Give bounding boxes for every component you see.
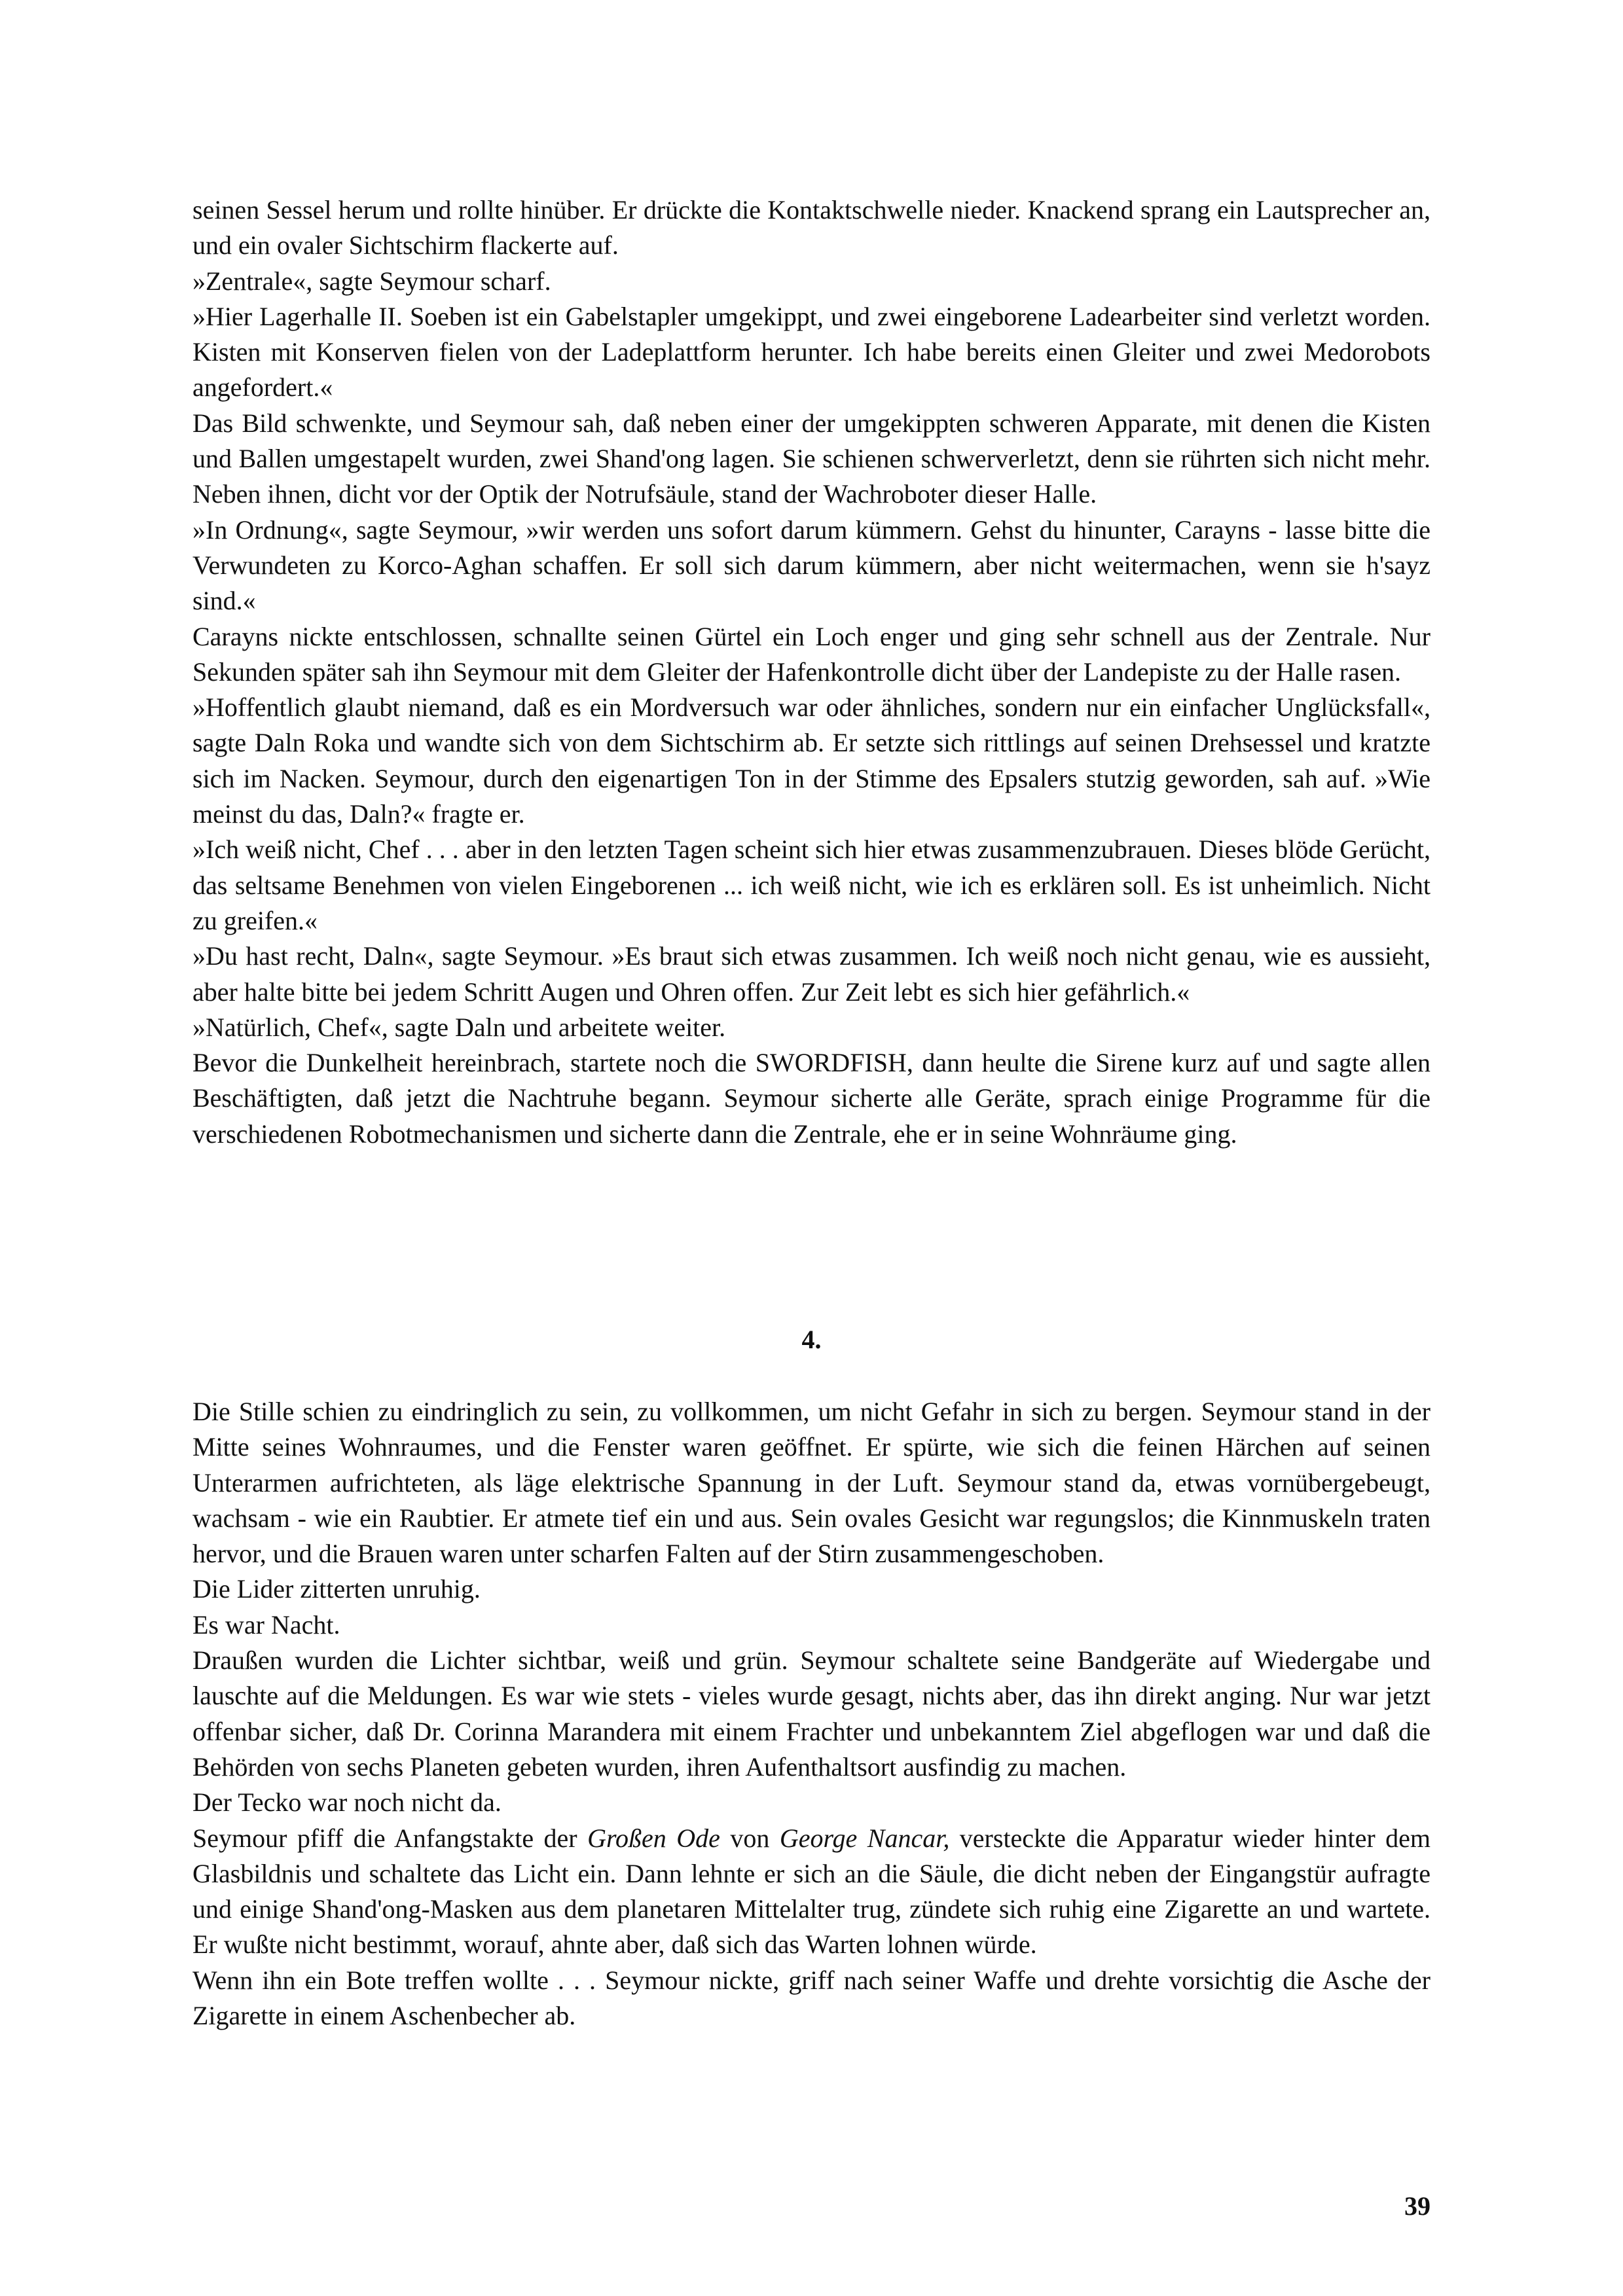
paragraph: Bevor die Dunkelheit hereinbrach, startete noch die SWORDFISH, dann heulte die Sirene kurz auf und sagte allen Beschäftigten, daß jetzt die Nachtruhe begann. Seymour sicherte alle Geräte, sprach einige Programme für die verschiedenen Robotmechanismen und sicherte dann die Zentrale, ehe er in seine Wohnräume ging.: [192, 1048, 1431, 1149]
ode-title: Großen Ode: [587, 1823, 720, 1853]
paragraph: »Hoffentlich glaubt niemand, daß es ein Mordversuch war oder ähnliches, sondern nur ein einfacher Unglücksfall«, sagte Daln Roka und wandte sich von dem Sichtschirm ab. Er setzte sich rittlings auf seinen Drehsessel und kratzte sich im Nacken. Seymour, durch den eigenartigen Ton in der Stimme des Epsalers stutzig geworden, sah auf. »Wie meinst du das, Daln?« fragte er.: [192, 692, 1431, 829]
ode-mid-text: von: [720, 1823, 780, 1853]
text-block-before-chapter: [192, 192, 1431, 1152]
paragraph: »Du hast recht, Daln«, sagte Seymour. »Es braut sich etwas zusammen. Ich weiß noch nicht genau, wie es aussieht, aber halte bitte bei jedem Schritt Augen und Ohren offen. Zur Zeit lebt es sich hier gefährlich.«: [192, 941, 1431, 1007]
text-block-chapter-4: [192, 1394, 1431, 2034]
paragraph: Wenn ihn ein Bote treffen wollte . . . Seymour nickte, griff nach seiner Waffe und drehte vorsichtig die Asche der Zigarette in einem Aschenbecher ab.: [192, 1965, 1431, 2031]
paragraph: Carayns nickte entschlossen, schnallte seinen Gürtel ein Loch enger und ging sehr schnell aus der Zentrale. Nur Sekunden später sah ihn Seymour mit dem Gleiter der Hafenkontrolle dicht über der Landepiste zu der Halle rasen.: [192, 621, 1431, 687]
paragraph: Draußen wurden die Lichter sichtbar, weiß und grün. Seymour schaltete seine Bandgeräte auf Wiedergabe und lauschte auf die Meldungen. Es war wie stets - vieles wurde gesagt, nichts aber, das ihn direkt anging. Nur war jetzt offenbar sicher, daß Dr. Corinna Marandera mit einem Frachter und unbekanntem Ziel abgeflogen war und daß die Behörden von sechs Planeten gebeten wurden, ihren Aufenthaltsort ausfindig zu machen.: [192, 1645, 1431, 1782]
ode-lead-text: Seymour pfiff die Anfangstakte der: [192, 1823, 588, 1853]
paragraph: Das Bild schwenkte, und Seymour sah, daß neben einer der umgekippten schweren Apparate, mit denen die Kisten und Ballen umgestapelt wurden, zwei Shand'ong lagen. Sie schienen schwerverletzt, denn sie rührten sich nicht mehr. Neben ihnen, dicht vor der Optik der Notrufsäule, stand der Wachroboter dieser Halle.: [192, 408, 1431, 509]
paragraph: »Hier Lagerhalle II. Soeben ist ein Gabelstapler umgekippt, und zwei eingeborene Ladearbeiter sind verletzt worden. Kisten mit Konserven fielen von der Ladeplattform herunter. Ich habe bereits einen Gleiter und zwei Medorobots angefordert.«: [192, 301, 1431, 403]
paragraph: seinen Sessel herum und rollte hinüber. Er drückte die Kontaktschwelle nieder. Knackend sprang ein Lautsprecher an, und ein ovaler Sichtschirm flackerte auf.: [192, 195, 1431, 260]
paragraph: »Ich weiß nicht, Chef . . . aber in den letzten Tagen scheint sich hier etwas zusammenzubrauen. Dieses blöde Gerücht, das seltsame Benehmen von vielen Eingeborenen ... ich weiß nicht, wie ich es erklären soll. Es ist unheimlich. Nicht zu greifen.«: [192, 834, 1431, 935]
chapter-heading: 4.: [801, 1325, 822, 1354]
paragraph: Es war Nacht.: [192, 1609, 340, 1640]
paragraph: »Zentrale«, sagte Seymour scharf.: [192, 266, 551, 296]
paragraph: »Natürlich, Chef«, sagte Daln und arbeitete weiter.: [192, 1012, 726, 1042]
page-number: 39: [1404, 2191, 1431, 2221]
paragraph: Der Tecko war noch nicht da.: [192, 1787, 501, 1818]
ode-rest-text: versteckte die Apparatur wieder hinter dem Glasbildnis und schaltete das Licht ein. Dann lehnte er sich an die Säule, die dicht neben der Eingangstür aufragte und einige Shand'ong-Masken aus dem planetaren Mittelalter trug, zündete sich ruhig eine Zigarette an und wartete. Er wußte nicht bestimmt, worauf, ahnte aber, daß sich das Warten lohnen würde.: [192, 1823, 1431, 1960]
ode-author: George Nancar,: [779, 1823, 950, 1853]
paragraph-ode: [192, 1821, 1431, 1963]
paragraph: »In Ordnung«, sagte Seymour, »wir werden uns sofort darum kümmern. Gehst du hinunter, Carayns - lasse bitte die Verwundeten zu Korco-Aghan schaffen. Er soll sich darum kümmern, aber nicht weitermachen, wenn sie h'sayz sind.«: [192, 514, 1431, 616]
paragraph: Die Stille schien zu eindringlich zu sein, zu vollkommen, um nicht Gefahr in sich zu bergen. Seymour stand in der Mitte seines Wohnraumes, und die Fenster waren geöffnet. Er spürte, wie sich die feinen Härchen auf seinen Unterarmen aufrichteten, als läge elektrische Spannung in der Luft. Seymour stand da, etwas vornübergebeugt, wachsam - wie ein Raubtier. Er atmete tief ein und aus. Sein ovales Gesicht war regungslos; die Kinnmuskeln traten hervor, und die Brauen waren unter scharfen Falten auf der Stirn zusammengeschoben.: [192, 1397, 1431, 1569]
paragraph: Die Lider zitterten unruhig.: [192, 1574, 481, 1604]
